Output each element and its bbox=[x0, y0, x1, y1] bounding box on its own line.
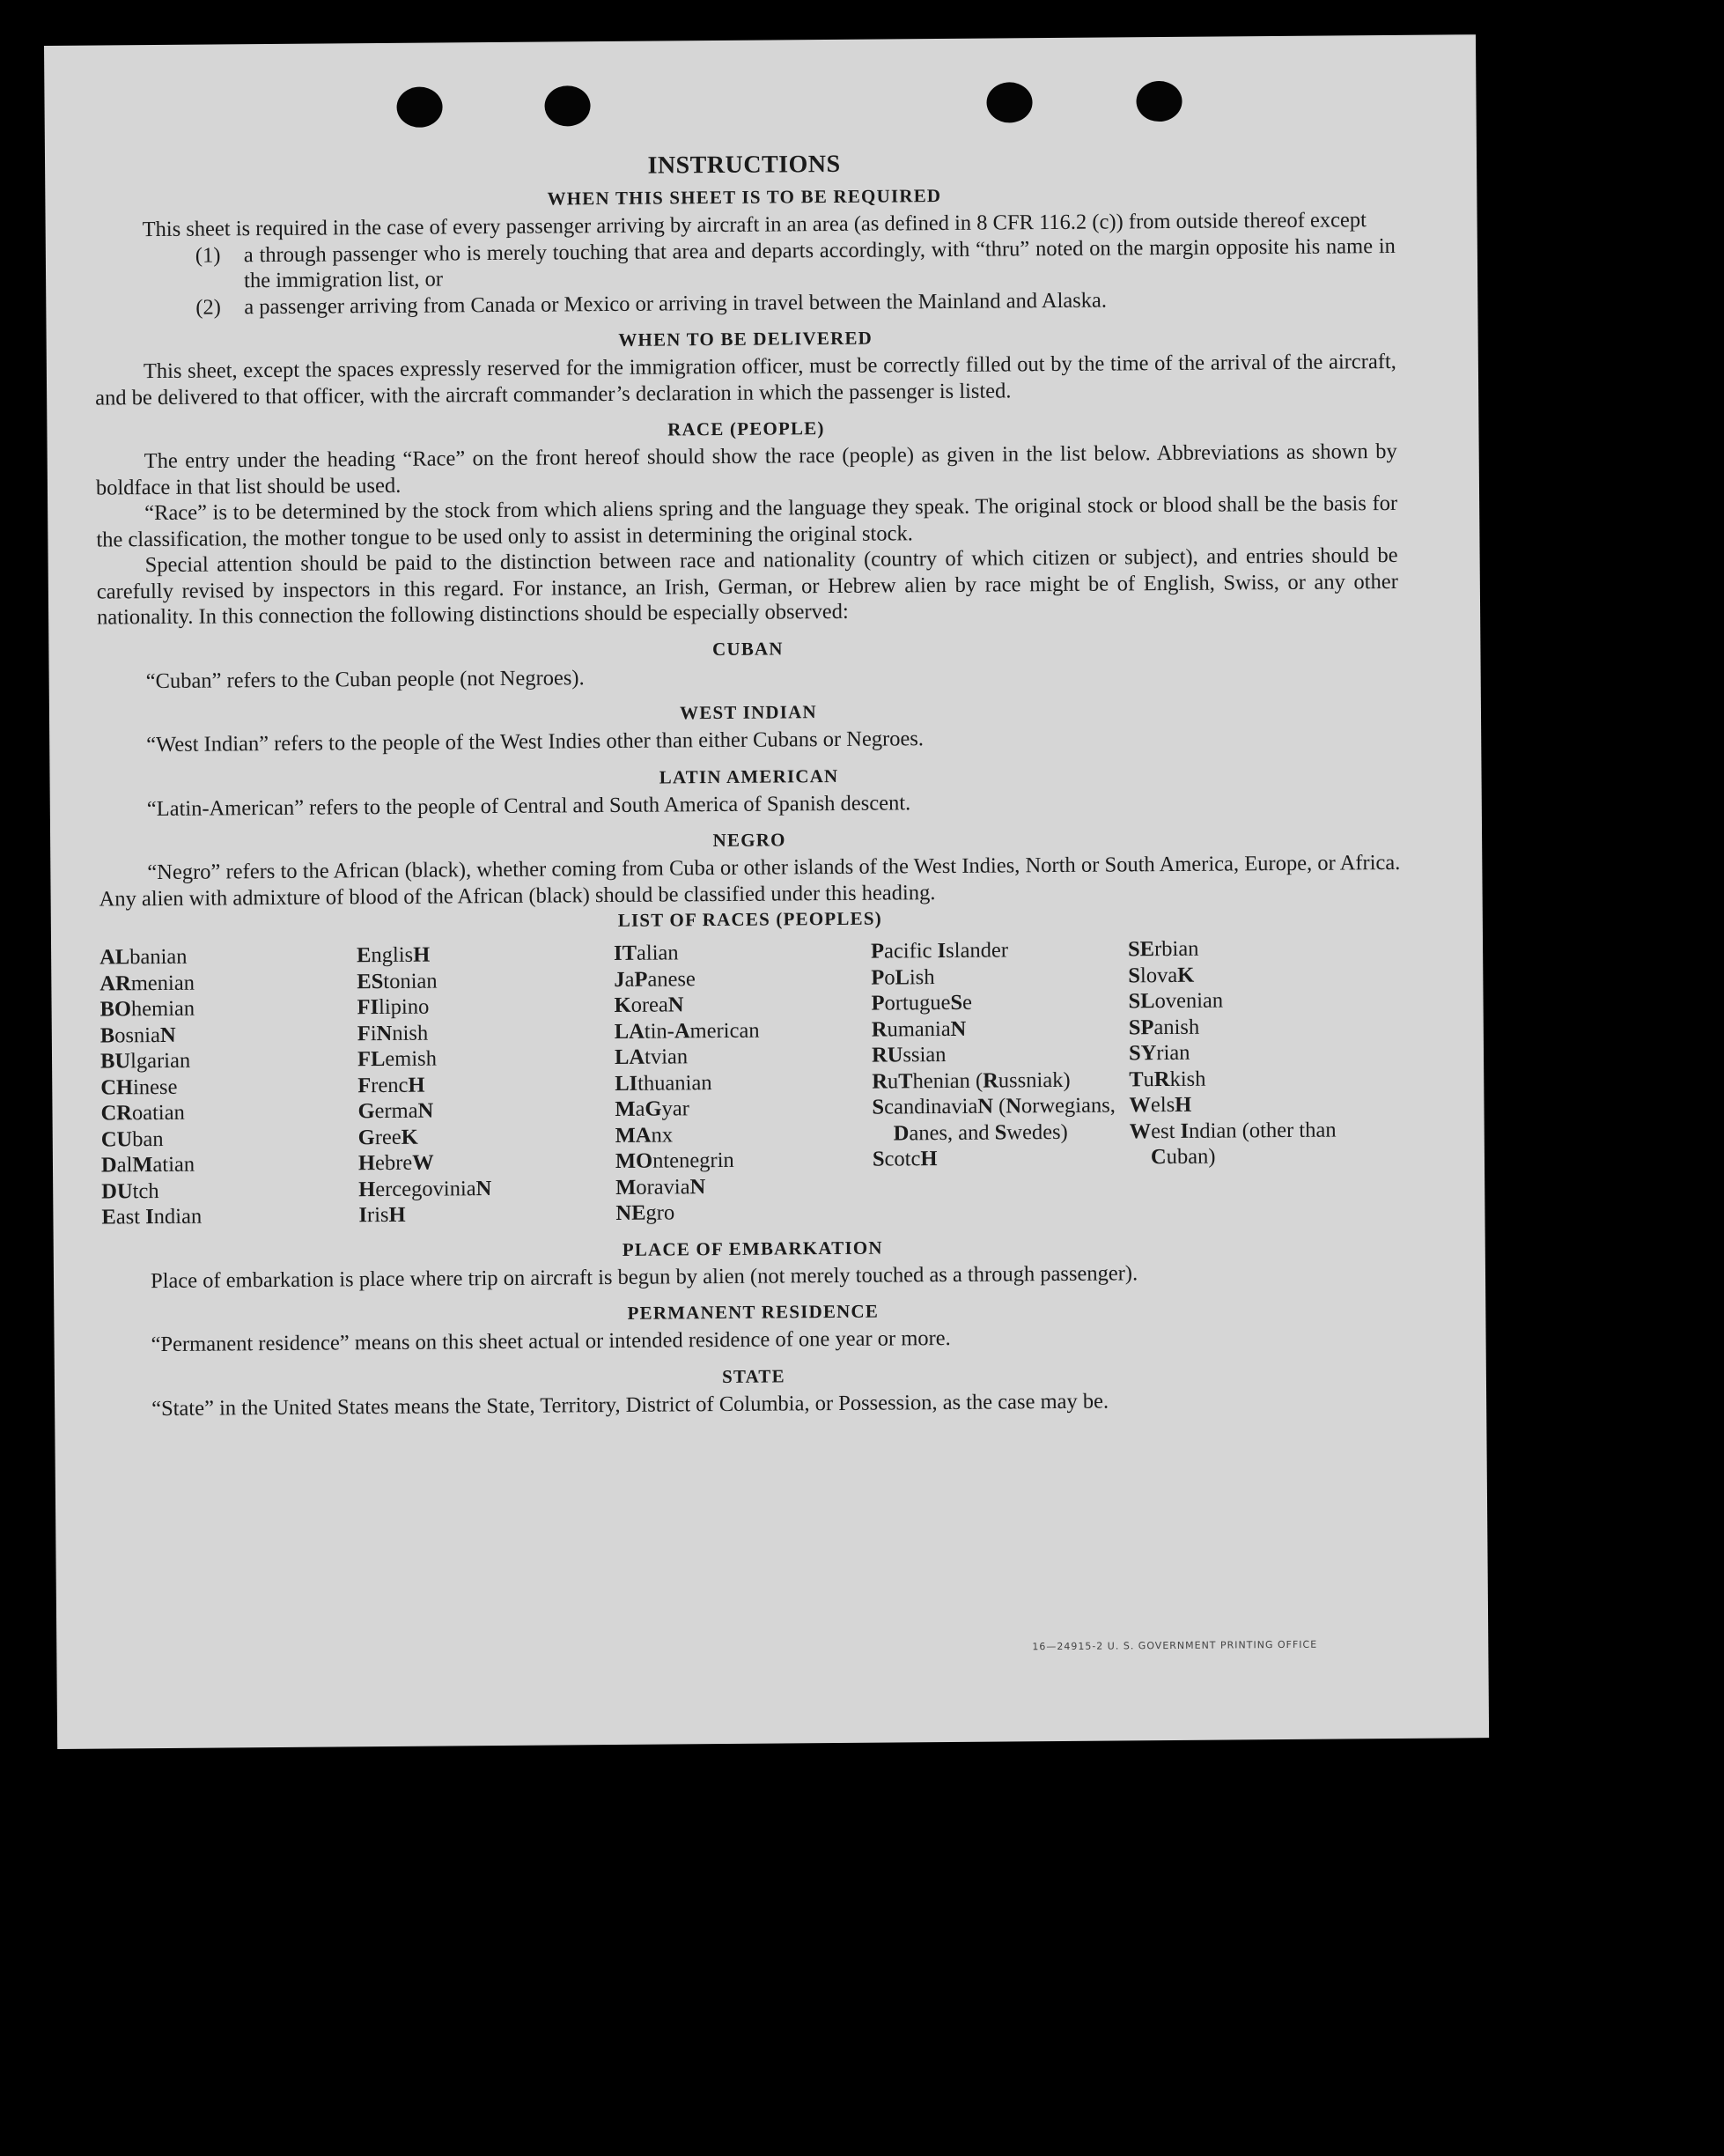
exception-item bbox=[195, 233, 1396, 294]
delivered-text: This sheet, except the spaces expressly reserved for the immigration officer, must be correctly filled out by the time of the arrival of the aircraft, and be delivered to that officer, with the aircraft commander’s declaration in which the passenger is listed. bbox=[95, 349, 1396, 410]
race-entry: CHinese bbox=[100, 1074, 178, 1100]
race-entry: ScotcH bbox=[872, 1147, 938, 1171]
race-entry: ARmenian bbox=[99, 971, 195, 996]
page-title: INSTRUCTIONS bbox=[647, 150, 841, 180]
race-entry: JaPanese bbox=[614, 966, 696, 992]
races-column bbox=[1128, 934, 1388, 1222]
race-entry: FIlipino bbox=[357, 994, 430, 1020]
race-entry: LIthuanian bbox=[615, 1070, 712, 1096]
race-entry: HercegoviniaN bbox=[358, 1176, 492, 1201]
section-heading-races-list: LIST OF RACES (PEOPLES) bbox=[617, 907, 882, 931]
race-entry: SlovaK bbox=[1128, 963, 1195, 987]
race-entry: NEgro bbox=[615, 1200, 675, 1225]
section-heading-state: STATE bbox=[721, 1364, 785, 1387]
latin-american-text: “Latin-American” refers to the people of Central and South America of Spanish descent. bbox=[146, 790, 911, 821]
race-entry: GreeK bbox=[357, 1125, 418, 1149]
embarkation-text: Place of embarkation is place where trip on aircraft is begun by alien (not merely touched as a through passenger). bbox=[150, 1260, 1138, 1293]
cuban-text: “Cuban” refers to the Cuban people (not Negroes). bbox=[145, 665, 585, 693]
race-entry: SPanish bbox=[1128, 1015, 1200, 1039]
exception-number: (1) bbox=[195, 242, 221, 268]
section-heading-embarkation: PLACE OF EMBARKATION bbox=[622, 1237, 883, 1260]
race-entry: PoLish bbox=[871, 964, 935, 990]
section-heading-race: RACE (PEOPLE) bbox=[667, 417, 825, 440]
race-entry: KoreaN bbox=[614, 993, 684, 1017]
race-entry: GermaN bbox=[357, 1098, 434, 1124]
section-heading-latin-american: LATIN AMERICAN bbox=[659, 764, 839, 788]
section-heading-required: WHEN THIS SHEET IS TO BE REQUIRED bbox=[547, 185, 942, 210]
race-entry: BOhemian bbox=[99, 996, 195, 1022]
section-heading-delivered: WHEN TO BE DELIVERED bbox=[618, 327, 873, 351]
punch-hole bbox=[1136, 81, 1182, 122]
section-heading-west-indian: WEST INDIAN bbox=[679, 701, 817, 724]
race-entry: EnglisH bbox=[357, 942, 431, 968]
race-entry: BUlgarian bbox=[99, 1048, 191, 1074]
race-entry: DalMatian bbox=[100, 1152, 195, 1178]
state-text: “State” in the United States means the State, Territory, District of Columbia, or Possession, as the case may be. bbox=[151, 1389, 1109, 1421]
race-entry: FrencH bbox=[357, 1073, 425, 1097]
race-entry: BosniaN bbox=[99, 1023, 176, 1048]
race-paragraph: “Race” is to be determined by the stock from which aliens spring and the language they speak. The original stock or blood shall be the basis for the classification, the mother tongue to be used only to assist in determining the original stock. bbox=[96, 491, 1398, 552]
race-paragraph: The entry under the heading “Race” on the front hereof should show the race (people) as given in the list below. Abbreviations as shown by boldface in that list should be used. bbox=[95, 439, 1397, 500]
race-entry: RuThenian (Russniak) bbox=[872, 1067, 1071, 1094]
race-entry: MoraviaN bbox=[615, 1174, 706, 1200]
race-entry: SYrian bbox=[1128, 1040, 1190, 1066]
race-entry: PortugueSe bbox=[871, 990, 973, 1015]
races-column bbox=[357, 941, 616, 1229]
section-heading-residence: PERMANENT RESIDENCE bbox=[627, 1300, 880, 1324]
race-entry: TuRkish bbox=[1129, 1067, 1206, 1091]
race-entry: LAtin-American bbox=[614, 1018, 760, 1044]
race-entry: RumaniaN bbox=[871, 1016, 967, 1042]
section-heading-negro: NEGRO bbox=[712, 829, 786, 852]
race-entry: ITalian bbox=[614, 941, 679, 965]
race-entry: CRoatian bbox=[100, 1100, 185, 1126]
race-entry: CUban bbox=[100, 1126, 164, 1152]
races-column bbox=[871, 936, 1131, 1224]
residence-text: “Permanent residence” means on this sheet actual or intended residence of one year or more. bbox=[151, 1325, 951, 1357]
race-entry: MAnx bbox=[615, 1122, 674, 1148]
races-column bbox=[614, 939, 873, 1227]
instruction-sheet bbox=[44, 34, 1489, 1749]
race-entry: MOntenegrin bbox=[615, 1148, 734, 1173]
exception-text: a passenger arriving from Canada or Mexico or arriving in travel between the Mainland and Alaska. bbox=[244, 288, 1108, 319]
printing-office-code: 16—24915-2 U. S. GOVERNMENT PRINTING OFFICE bbox=[1032, 1638, 1318, 1653]
punch-hole bbox=[396, 86, 442, 127]
punch-hole bbox=[544, 85, 590, 126]
negro-text: “Negro” refers to the African (black), whether coming from Cuba or other islands of the West Indies, North or South America, Europe, or Africa. Any alien with admixture of blood of the African (black) should be classified under this heading. bbox=[99, 850, 1401, 912]
race-entry: LAtvian bbox=[614, 1045, 689, 1069]
race-entry: ScandinaviaN (Norwegians, Danes, and Swedes) bbox=[872, 1093, 1116, 1145]
race-entry: SErbian bbox=[1127, 936, 1199, 962]
document-body bbox=[93, 146, 1404, 1422]
west-indian-text: “West Indian” refers to the people of the West Indies other than either Cubans or Negroes. bbox=[146, 727, 925, 757]
section-heading-cuban: CUBAN bbox=[711, 637, 784, 660]
race-entry: SLovenian bbox=[1128, 988, 1224, 1014]
race-entry: FLemish bbox=[357, 1046, 438, 1072]
race-paragraph: Special attention should be paid to the distinction between race and nationality (country of which citizen or subject), and entries should be carefully revised by inspectors in this regard. For instance, an Irish, German, or Hebrew alien by race might be of English, Swiss, or any other nationality. In this connection the following distinctions should be especially observed: bbox=[96, 543, 1398, 630]
race-entry: DUtch bbox=[101, 1178, 159, 1204]
race-entry: RUssian bbox=[871, 1042, 947, 1067]
race-entry: FiNnish bbox=[357, 1021, 429, 1045]
races-column bbox=[99, 942, 359, 1230]
race-entry: East Indian bbox=[101, 1204, 203, 1229]
race-entry: MaGyar bbox=[615, 1096, 689, 1121]
race-entry: ALbanian bbox=[99, 944, 188, 970]
race-entry: HebreW bbox=[357, 1150, 434, 1176]
race-entry: Pacific Islander bbox=[870, 938, 1009, 964]
race-entry: WelsH bbox=[1129, 1092, 1192, 1118]
race-entry: West Indian (other than Cuban) bbox=[1129, 1118, 1337, 1170]
race-entry: IrisH bbox=[358, 1202, 406, 1228]
required-intro: This sheet is required in the case of every passenger arriving by aircraft in an area (as defined in 8 CFR 116.2 (c)) from outside thereof except bbox=[142, 208, 1367, 242]
races-list bbox=[99, 934, 1404, 1230]
punch-hole bbox=[986, 82, 1032, 122]
exception-text: a through passenger who is merely touching that area and departs accordingly, with “thru” noted on the margin opposite his name in the immigration list, or bbox=[243, 233, 1396, 293]
exception-number: (2) bbox=[195, 294, 222, 320]
race-entry: EStonian bbox=[357, 969, 438, 993]
